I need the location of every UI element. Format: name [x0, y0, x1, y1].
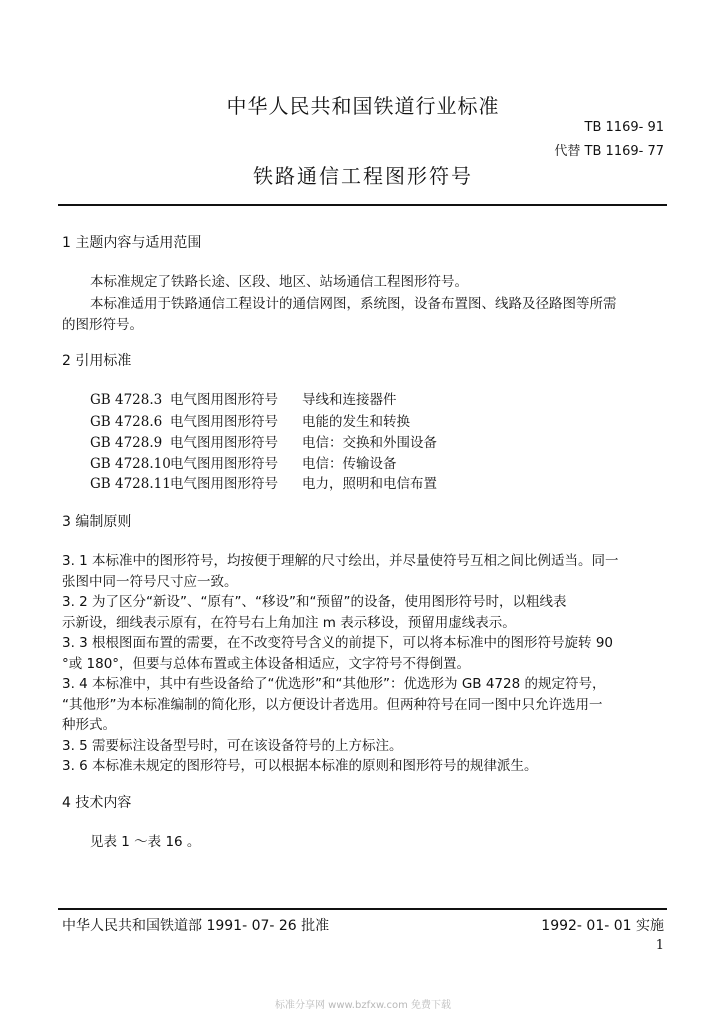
reference-description: 电信：交换和外围设备 — [302, 435, 437, 451]
reference-category: 电气图用图形符号 — [170, 456, 278, 472]
reference-code: GB 4728.9 — [90, 435, 163, 451]
reference-category: 电气图用图形符号 — [170, 476, 278, 492]
reference-row — [90, 452, 397, 472]
section-3-heading: 3 编制原则 — [62, 514, 132, 530]
reference-row — [90, 431, 437, 451]
reference-description: 电力，照明和电信布置 — [302, 476, 437, 492]
clause-line: 示新设，细线表示原有，在符号右上角加注 m 表示移设，预留用虚线表示。 — [62, 615, 516, 631]
page-number: 1 — [655, 938, 664, 953]
standard-code: TB 1169- 91 — [584, 120, 664, 135]
section-1-heading: 1 主题内容与适用范围 — [62, 235, 202, 251]
reference-code: GB 4728.11 — [90, 476, 171, 492]
section-4-paragraph: 见表 1 ～表 16 。 — [90, 834, 201, 850]
clause-line: 3. 1 本标准中的图形符号，均按便于理解的尺寸绘出，并尽量使符号互相之间比例适当。同一 — [62, 553, 619, 569]
reference-description: 电能的发生和转换 — [302, 414, 410, 430]
watermark: 标准分享网 www.bzfxw.com 免费下载 — [275, 1000, 451, 1011]
document-title: 铁路通信工程图形符号 — [253, 164, 473, 188]
clause-line: °或 180°，但要与总体布置或主体设备相适应，文字符号不得倒置。 — [62, 656, 471, 672]
section-1-paragraph-2-line-1: 本标准适用于铁路通信工程设计的通信网图，系统图，设备布置图、线路及径路图等所需 — [90, 296, 617, 312]
reference-description: 电信：传输设备 — [302, 456, 397, 472]
clause-line: 3. 4 本标准中，其中有些设备给了“优选形”和“其他形”：优选形为 GB 4728 的规定符号， — [62, 676, 606, 692]
effective-date: 1992- 01- 01 实施 — [541, 918, 664, 934]
reference-row — [90, 472, 437, 492]
clause-line: 张图中同一符号尺寸应一致。 — [62, 574, 238, 590]
reference-row — [90, 388, 397, 408]
top-divider — [58, 204, 667, 206]
reference-category: 电气图用图形符号 — [170, 392, 278, 408]
section-2-heading: 2 引用标准 — [62, 353, 132, 369]
reference-category: 电气图用图形符号 — [170, 435, 278, 451]
reference-code: GB 4728.10 — [90, 456, 171, 472]
bottom-divider — [58, 908, 667, 910]
clause-line: 3. 2 为了区分“新设”、“原有”、“移设”和“预留”的设备，使用图形符号时，以粗线表 — [62, 594, 567, 610]
reference-description: 导线和连接器件 — [302, 392, 397, 408]
reference-code: GB 4728.3 — [90, 392, 163, 408]
replaces-code: 代替 TB 1169- 77 — [554, 144, 664, 159]
reference-code: GB 4728.6 — [90, 414, 163, 430]
clause-line: 3. 5 需要标注设备型号时，可在该设备符号的上方标注。 — [62, 738, 403, 754]
reference-row — [90, 410, 410, 430]
section-4-heading: 4 技术内容 — [62, 795, 132, 811]
clause-line: 3. 3 根根图面布置的需要，在不改变符号含义的前提下，可以将本标准中的图形符号旋转 90 — [62, 635, 614, 651]
reference-category: 电气图用图形符号 — [170, 414, 278, 430]
clause-line: 种形式。 — [62, 717, 116, 733]
approval-text: 中华人民共和国铁道部 1991- 07- 26 批准 — [62, 918, 330, 934]
standard-category-title: 中华人民共和国铁道行业标准 — [226, 94, 500, 118]
clause-line: 3. 6 本标准未规定的图形符号，可以根据本标准的原则和图形符号的规律派生。 — [62, 758, 538, 774]
clause-line: “其他形”为本标准编制的简化形，以方便设计者选用。但两种符号在同一图中只允许选用一 — [62, 697, 603, 713]
section-1-paragraph-1: 本标准规定了铁路长途、区段、地区、站场通信工程图形符号。 — [90, 274, 468, 290]
section-1-paragraph-2-line-2: 的图形符号。 — [62, 317, 143, 333]
